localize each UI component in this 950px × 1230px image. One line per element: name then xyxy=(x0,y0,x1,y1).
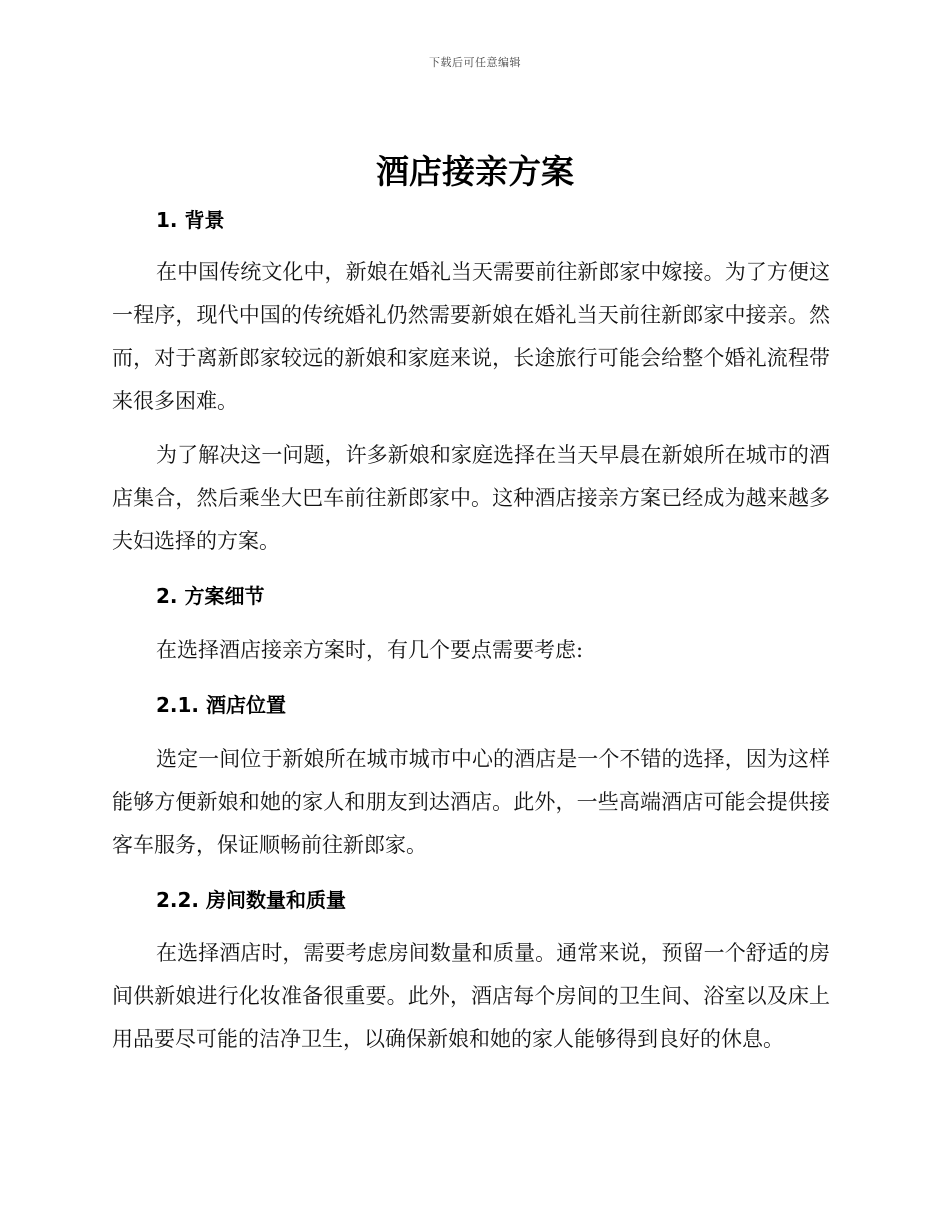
paragraph-hotel-location: 选定一间位于新娘所在城市城市中心的酒店是一个不错的选择，因为这样能够方便新娘和她的家人和朋友到达酒店。此外，一些高端酒店可能会提供接客车服务，保证顺畅前往新郎家。 xyxy=(112,747,830,857)
document-title: 酒店接亲方案 xyxy=(376,152,574,191)
section-heading-background: 1. 背景 xyxy=(156,208,225,232)
paragraph-background-1: 在中国传统文化中，新娘在婚礼当天需要前往新郎家中嫁接。为了方便这一程序，现代中国的传统婚礼仍然需要新娘在婚礼当天前往新郎家中接亲。然而，对于离新郎家较远的新娘和家庭来说，长途旅行可能会给整个婚礼流程带来很多困难。 xyxy=(112,260,830,413)
section-heading-room-quantity-quality: 2.2. 房间数量和质量 xyxy=(156,888,346,912)
section-heading-hotel-location: 2.1. 酒店位置 xyxy=(156,693,286,717)
paragraph-plan-intro: 在选择酒店接亲方案时，有几个要点需要考虑: xyxy=(156,638,584,662)
paragraph-room-quantity-quality: 在选择酒店时，需要考虑房间数量和质量。通常来说，预留一个舒适的房间供新娘进行化妆准备很重要。此外，酒店每个房间的卫生间、浴室以及床上用品要尽可能的洁净卫生，以确保新娘和她的家人能够得到良好的休息。 xyxy=(112,941,830,1051)
paragraph-background-2: 为了解决这一问题，许多新娘和家庭选择在当天早晨在新娘所在城市的酒店集合，然后乘坐大巴车前往新郎家中。这种酒店接亲方案已经成为越来越多夫妇选择的方案。 xyxy=(112,443,830,553)
header-note: 下载后可任意编辑 xyxy=(429,56,521,69)
section-heading-plan-details: 2. 方案细节 xyxy=(156,584,265,608)
